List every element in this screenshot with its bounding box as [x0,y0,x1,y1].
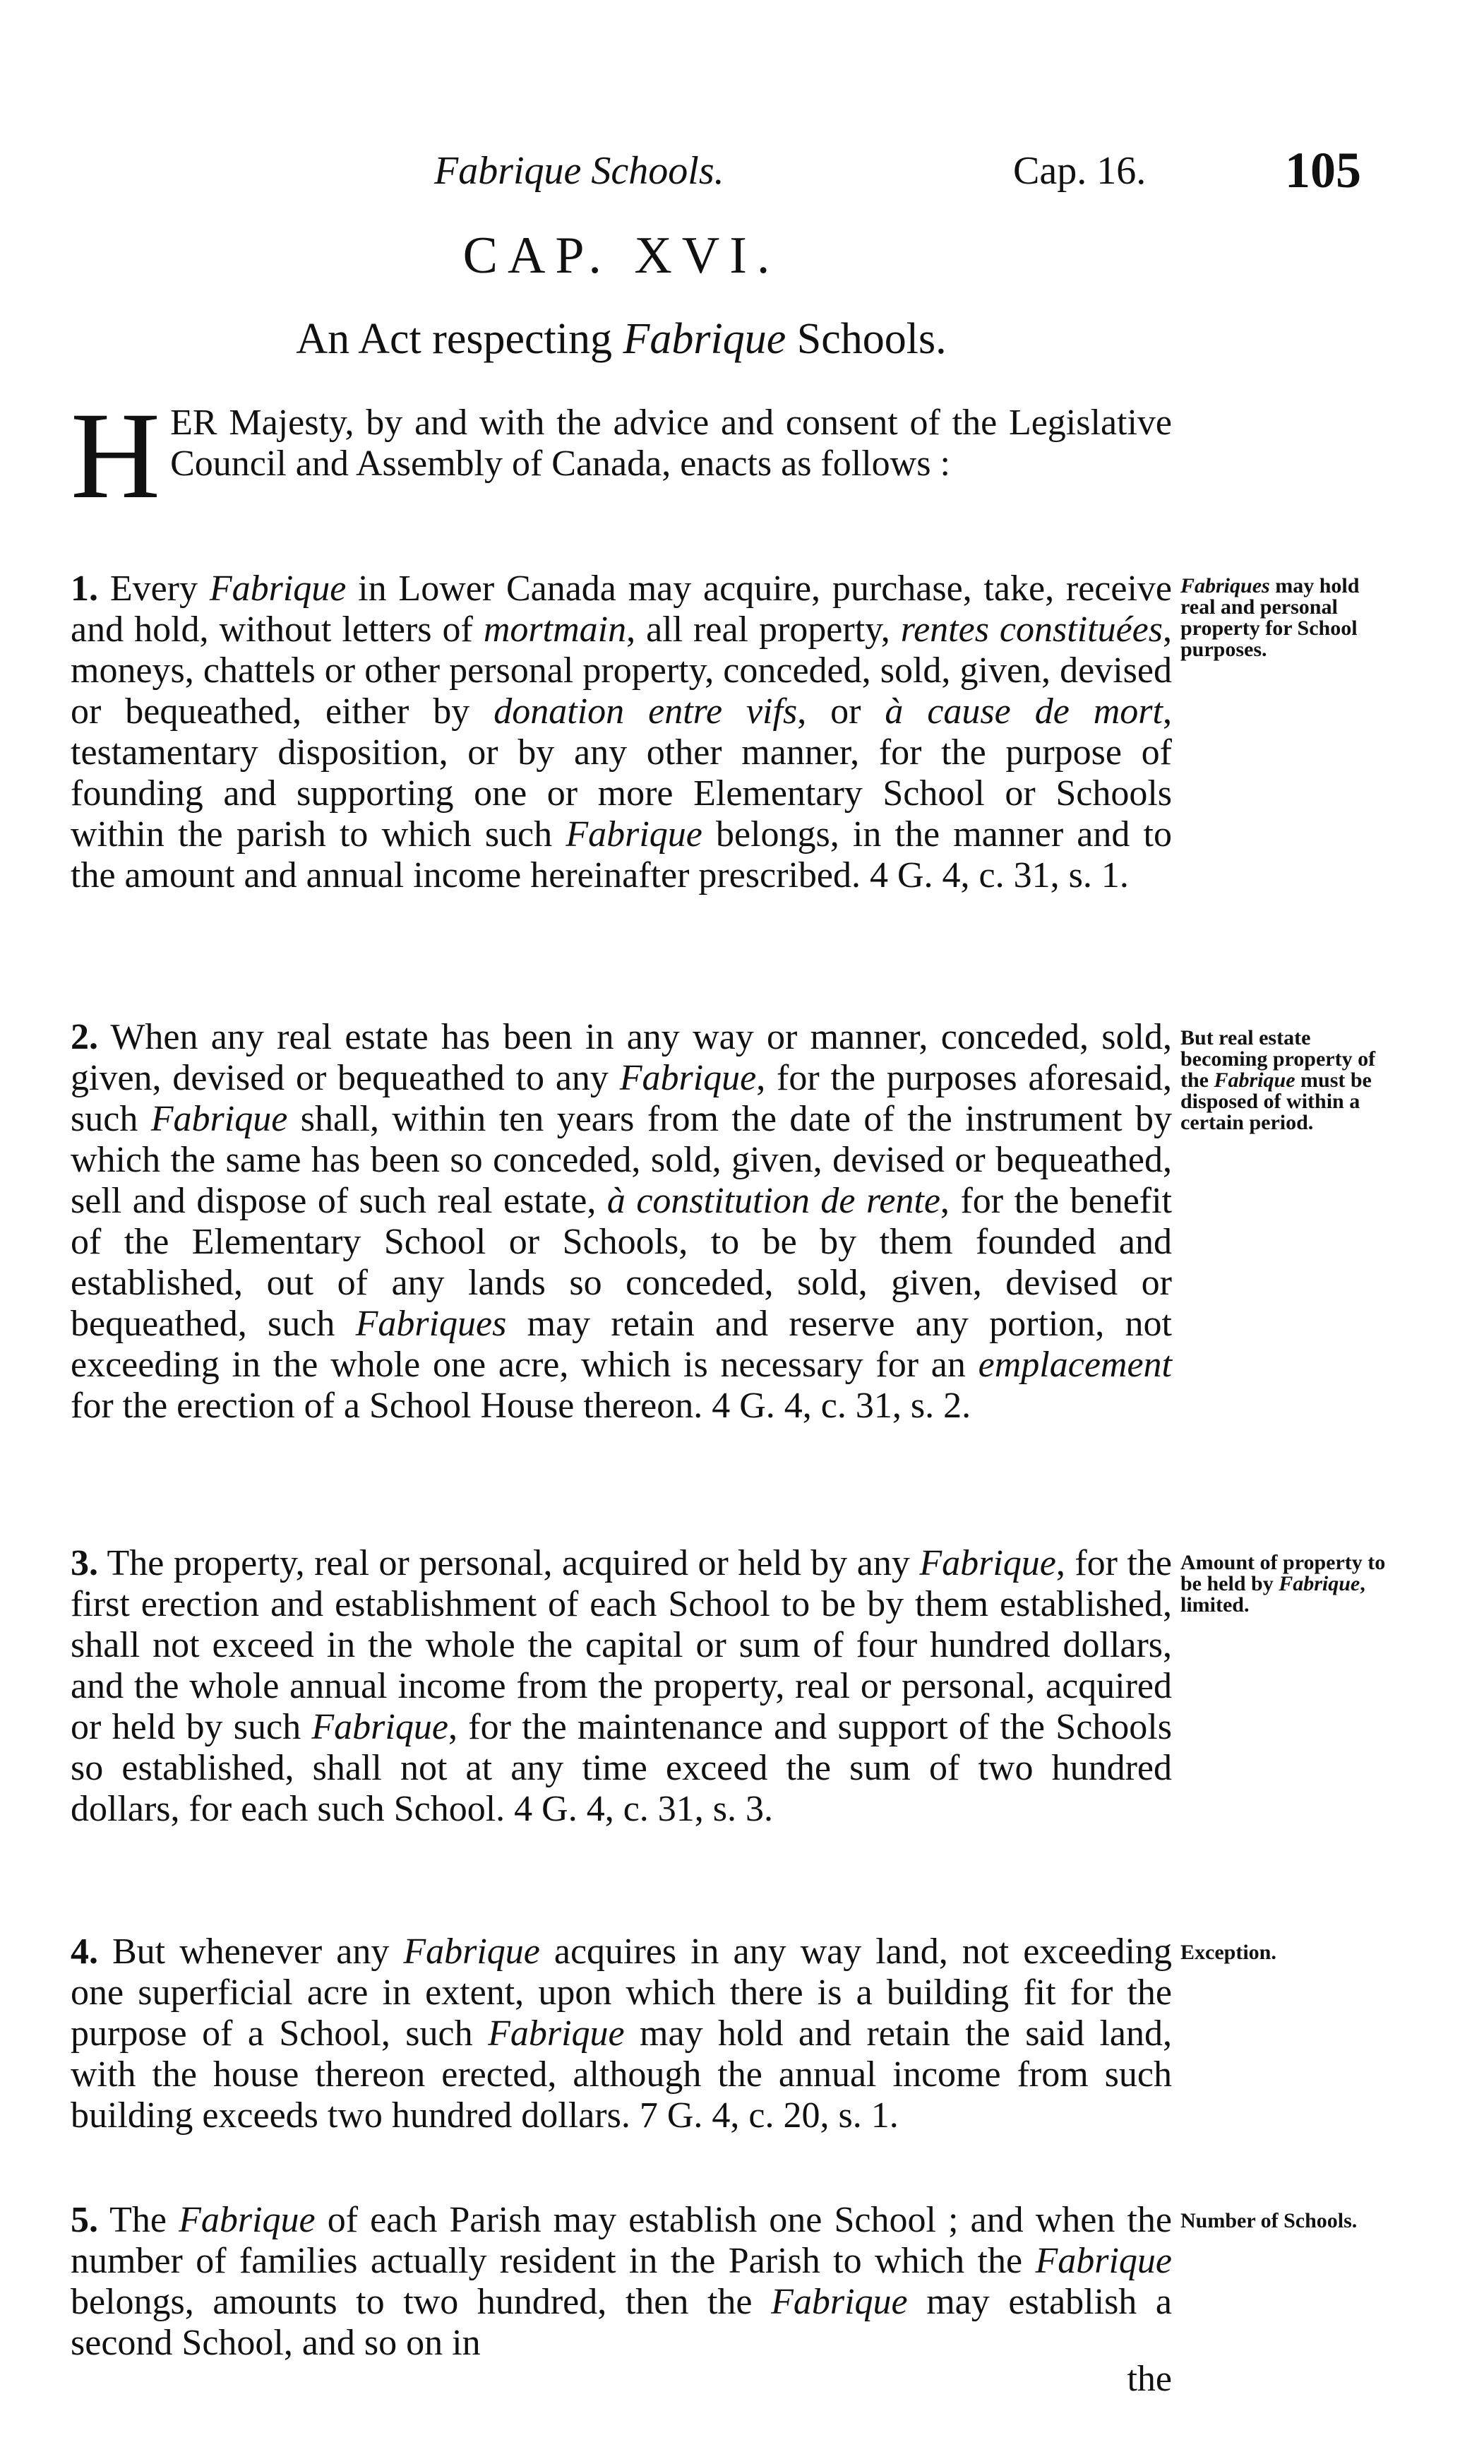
preamble [71,387,1172,525]
body-text: may hold real and personal property for School purposes. [1180,574,1360,661]
act-title-prefix: An Act respecting [296,315,623,363]
preamble-text: ER Majesty, by and with the advice and consent of the Legislative Council and Assembly of Canada, enacts as follows : [170,403,1172,484]
body-text: When any real estate has been in any way or manner, conceded, sold, given, devised or bequeathed to any [71,1017,1172,1098]
italic-text: Fabrique [488,2013,625,2054]
italic-text: à constitution de rente [606,1181,940,1221]
body-text: , testamentary disposition, or by any other manner, for the purpose of founding and supporting one or more Elementary School or Schools within the parish to which such [71,691,1172,855]
running-title: Fabrique Schools. [434,149,724,193]
body-text: for the erection of a School House thereon. 4 G. 4, c. 31, s. 2. [71,1386,971,1426]
italic-text: emplacement [978,1345,1172,1385]
italic-text: Fabriques [355,1304,507,1344]
italic-text: Fabrique [1035,2241,1172,2281]
body-text: may retain and reserve any portion, not exceeding in the whole one acre, which is necessary for an [71,1304,1172,1385]
body-text: , for the first erection and establishment of each School to be by them established, shall not exceed in the whole the capital or sum of four hundred dollars, and the whole annual income from the property, real or personal, acquired or held by such [71,1543,1173,1747]
section-3 [71,1543,1172,1830]
italic-text: Fabriques [1180,574,1270,597]
italic-text: Fabrique [919,1543,1056,1583]
margin-note-2 [1180,1028,1392,1133]
section-number: 3. [71,1543,98,1583]
body-text: Every [98,569,210,609]
section-5 [71,2200,1172,2364]
body-text: belongs, amounts to two hundred, then the [71,2282,772,2322]
section-1 [71,569,1172,896]
body-text: must be disposed of within a certain period. [1180,1069,1372,1134]
italic-text: Fabrique [311,1707,448,1747]
act-title-suffix: Schools. [786,315,947,363]
italic-text: mortmain [483,609,627,650]
body-text: The [98,2200,179,2240]
page-number: 105 [1285,142,1361,198]
body-text: , moneys, chattels or other personal property, conceded, sold, given, devised or bequeathed, either by [71,609,1172,732]
running-header [71,141,1412,205]
body-text: acquires in any way land, not exceeding one superficial acre in extent, upon which there is a building fit for the purpose of a School, such [71,1932,1172,2054]
italic-text: rentes constituées [900,609,1163,650]
body-text: But real estate becoming property of the [1180,1026,1376,1092]
section-number: 4. [71,1932,98,1972]
margin-note-4 [1180,1942,1392,1963]
body-text: Number of Schools. [1180,2209,1358,2232]
drop-cap: H [71,387,161,525]
chapter-heading: CAP. XVI. [462,227,780,285]
body-text: , all real property, [626,609,901,650]
body-text: in Lower Canada may acquire, purchase, take, receive and hold, without letters of [71,569,1172,650]
section-number: 1. [71,569,98,609]
section-4 [71,1932,1172,2136]
chapter-reference: Cap. 16. [1013,149,1147,193]
italic-text: Fabrique [209,569,347,609]
body-text: Exception. [1180,1941,1276,1964]
body-text: belongs, in the manner and to the amount and annual income hereinafter prescribed. 4 G. 4, c. 31, s. 1. [71,814,1172,895]
body-text: , or [797,691,885,732]
italic-text: Fabrique [619,1058,757,1098]
body-text: The property, real or personal, acquired or held by any [98,1543,920,1583]
italic-text: Fabrique [771,2282,908,2322]
catchword: the [1127,2359,1172,2399]
margin-note-5 [1180,2210,1392,2232]
italic-text: Fabrique [1279,1572,1360,1595]
body-text: may hold and retain the said land, with the house thereon erected, although the annual income from such building exceeds two hundred dollars. 7 G. 4, c. 20, s. 1. [71,2013,1173,2136]
body-text: Amount of property to be held by [1180,1551,1386,1595]
italic-text: Fabrique [179,2200,316,2240]
margin-note-1 [1180,576,1392,660]
section-number: 5. [71,2200,98,2240]
italic-text: à cause de mort [885,691,1163,732]
body-text: But whenever any [98,1932,404,1972]
body-text: of each Parish may establish one School ; and when the number of families actually resident in the Parish to which the [71,2200,1172,2281]
italic-text: donation entre vifs [493,691,798,732]
section-number: 2. [71,1017,98,1057]
body-text: , for the benefit of the Elementary School or Schools, to be by them founded and established, out of any lands so conceded, sold, given, devised or bequeathed, such [71,1181,1172,1344]
act-title-italic: Fabrique [623,315,786,363]
italic-text: Fabrique [1214,1069,1295,1092]
body-text: , for the purposes aforesaid, such [71,1058,1172,1139]
body-text: shall, within ten years from the date of the instrument by which the same has been so conceded, sold, given, devised or bequeathed, sell and dispose of such real estate, [71,1099,1172,1221]
italic-text: Fabrique [150,1099,288,1139]
section-2 [71,1017,1172,1427]
act-title [71,314,1172,364]
margin-note-3 [1180,1552,1392,1616]
body-text: , limited. [1180,1572,1365,1617]
body-text: , for the maintenance and support of the Schools so established, shall not at any time exceed the sum of two hundred dollars, for each such School. 4 G. 4, c. 31, s. 3. [71,1707,1172,1829]
italic-text: Fabrique [403,1932,540,1972]
italic-text: Fabrique [566,814,702,855]
body-text: may establish a second School, and so on in [71,2282,1172,2363]
